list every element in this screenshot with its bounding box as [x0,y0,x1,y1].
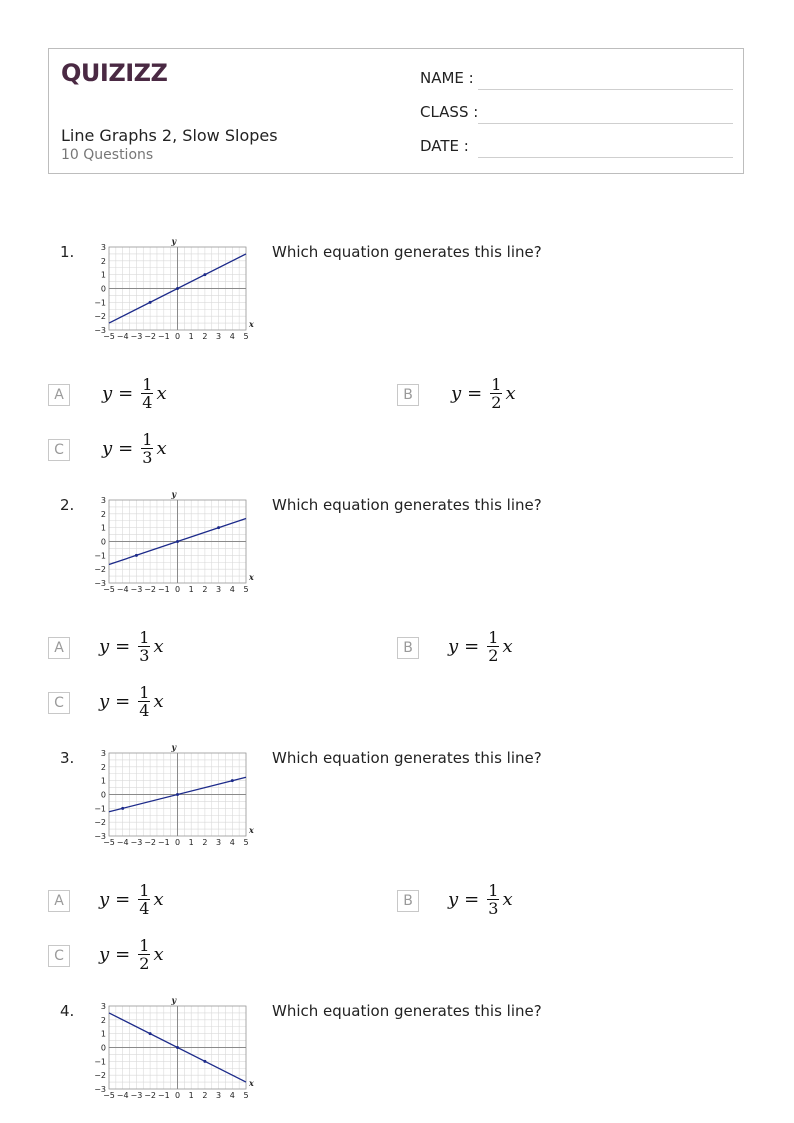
x-tick-label: −1 [157,838,170,847]
y-tick-label: −2 [94,818,106,828]
x-tick-label: 3 [216,1091,222,1100]
equation-equals: = [464,636,480,657]
fraction-denominator: 2 [139,954,150,973]
equation-lhs: y [99,944,110,965]
option-letter-box[interactable]: A [48,637,70,659]
x-tick-label: −2 [144,585,156,594]
line-point [149,301,152,304]
line-point [149,1032,152,1035]
equation-equals: = [115,636,131,657]
question-number: 4. [60,1002,75,1020]
x-tick-label: 2 [202,838,208,847]
fraction-denominator: 2 [488,646,499,665]
date-line [478,157,733,158]
line-point [121,807,124,810]
equation-equals: = [118,438,134,459]
question-text: Which equation generates this line? [272,496,542,514]
line-graph [92,992,262,1102]
equation-variable: x [502,889,513,910]
fraction-numerator: 1 [139,936,150,955]
x-tick-label: 0 [174,838,181,847]
fraction-denominator: 3 [139,646,150,665]
y-tick-label: 1 [100,523,106,533]
equation-fraction [487,629,499,664]
class-field[interactable] [420,103,478,121]
y-tick-label: 0 [100,1043,106,1053]
worksheet-title: Line Graphs 2, Slow Slopes [61,126,278,145]
x-axis-label: x [249,572,254,582]
y-axis-label: y [171,489,177,499]
x-tick-label: 2 [202,1091,208,1100]
y-tick-label: 0 [100,284,106,294]
equation-fraction [141,376,153,411]
y-tick-label: −2 [94,565,106,575]
equation-equals: = [464,889,480,910]
x-tick-label: 2 [202,332,208,341]
equation-equals: = [118,383,134,404]
line-graph [92,486,262,596]
x-tick-label: 1 [188,332,194,341]
y-tick-label: −2 [94,1071,106,1081]
name-field[interactable] [420,69,474,87]
fraction-numerator: 1 [139,881,150,900]
x-tick-label: −2 [144,838,156,847]
fraction-denominator: 3 [142,448,153,467]
x-tick-label: −5 [103,838,115,847]
y-tick-label: −1 [94,551,106,561]
line-point [203,1060,206,1063]
option-letter-box[interactable]: C [48,945,70,967]
x-tick-label: −5 [103,585,115,594]
equation-fraction [138,882,150,917]
name-label: NAME : [420,69,474,87]
option-equation [448,629,513,664]
equation-variable: x [153,944,164,965]
question-text: Which equation generates this line? [272,243,542,261]
fraction-denominator: 2 [491,393,502,412]
y-tick-label: 0 [100,537,106,547]
y-tick-label: 2 [100,1015,106,1025]
equation-fraction [138,937,150,972]
line-graph [92,739,262,849]
equation-variable: x [156,438,167,459]
y-tick-label: 0 [100,790,106,800]
equation-lhs: y [448,636,459,657]
x-tick-label: −3 [130,332,143,341]
x-tick-label: 1 [188,1091,194,1100]
option-letter-box[interactable]: C [48,692,70,714]
option-letter-box[interactable]: A [48,890,70,912]
class-line [478,123,733,124]
fraction-denominator: 4 [139,701,150,720]
worksheet-header [48,48,744,174]
y-tick-label: 3 [100,496,106,505]
date-label: DATE : [420,137,469,155]
equation-variable: x [153,691,164,712]
option-equation [448,882,513,917]
question-number: 2. [60,496,75,514]
x-tick-label: −1 [157,585,170,594]
fraction-numerator: 1 [139,683,150,702]
equation-variable: x [502,636,513,657]
equation-fraction [490,376,502,411]
option-letter-box[interactable]: A [48,384,70,406]
y-tick-label: 2 [100,509,106,519]
y-tick-label: 3 [100,749,106,758]
quizizz-logo: QUIZIZZ [61,59,168,87]
x-tick-label: −5 [103,1091,115,1100]
y-tick-label: −1 [94,298,106,308]
x-tick-label: 2 [202,585,208,594]
line-point [176,1046,179,1049]
equation-fraction [138,629,150,664]
y-tick-label: −1 [94,1057,106,1067]
y-axis-label: y [171,236,177,246]
option-equation [451,376,516,411]
x-tick-label: −3 [130,585,143,594]
x-axis-label: x [249,825,254,835]
x-tick-label: −4 [116,332,129,341]
equation-lhs: y [99,889,110,910]
option-letter-box[interactable]: B [397,384,419,406]
x-tick-label: 0 [174,332,181,341]
x-tick-label: 3 [216,838,222,847]
x-tick-label: −3 [130,838,143,847]
equation-variable: x [505,383,516,404]
x-tick-label: 5 [243,838,249,847]
y-tick-label: 1 [100,270,106,280]
fraction-denominator: 4 [142,393,153,412]
equation-lhs: y [451,383,462,404]
y-axis-label: y [171,742,177,752]
y-axis-label: y [171,995,177,1005]
x-tick-label: 4 [229,838,235,847]
x-tick-label: 4 [229,332,235,341]
fraction-numerator: 1 [139,628,150,647]
x-tick-label: 5 [243,332,249,341]
fraction-numerator: 1 [142,430,153,449]
equation-equals: = [115,691,131,712]
option-letter-box[interactable]: B [397,637,419,659]
fraction-numerator: 1 [488,881,499,900]
x-tick-label: 5 [243,585,249,594]
y-tick-label: −3 [94,579,106,588]
x-axis-label: x [249,319,254,329]
x-tick-label: −4 [116,1091,129,1100]
x-tick-label: 1 [188,838,194,847]
equation-equals: = [115,944,131,965]
question-count: 10 Questions [61,147,154,163]
question-text: Which equation generates this line? [272,1002,542,1020]
fraction-numerator: 1 [142,375,153,394]
line-graph [92,233,262,343]
option-letter-box[interactable]: B [397,890,419,912]
y-tick-label: −1 [94,804,106,814]
y-tick-label: 2 [100,256,106,266]
equation-equals: = [115,889,131,910]
name-line [478,89,733,90]
equation-lhs: y [99,691,110,712]
equation-variable: x [156,383,167,404]
x-axis-label: x [249,1078,254,1088]
option-equation [99,882,164,917]
equation-lhs: y [448,889,459,910]
y-tick-label: −3 [94,1085,106,1094]
line-point [135,554,138,557]
x-tick-label: 0 [174,585,181,594]
fraction-numerator: 1 [488,628,499,647]
fraction-denominator: 4 [139,899,150,918]
equation-lhs: y [99,636,110,657]
line-point [217,526,220,529]
y-tick-label: −3 [94,326,106,335]
x-tick-label: −2 [144,1091,156,1100]
fraction-numerator: 1 [491,375,502,394]
y-tick-label: 1 [100,776,106,786]
x-tick-label: 3 [216,585,222,594]
line-point [176,793,179,796]
x-tick-label: −2 [144,332,156,341]
x-tick-label: 5 [243,1091,249,1100]
y-tick-label: −2 [94,312,106,322]
line-point [176,540,179,543]
y-tick-label: 3 [100,243,106,252]
x-tick-label: 1 [188,585,194,594]
option-equation [102,376,167,411]
y-tick-label: 1 [100,1029,106,1039]
x-tick-label: 0 [174,1091,181,1100]
equation-lhs: y [102,383,113,404]
option-equation [99,937,164,972]
option-equation [102,431,167,466]
equation-fraction [138,684,150,719]
y-tick-label: 2 [100,762,106,772]
x-tick-label: −4 [116,585,129,594]
equation-lhs: y [102,438,113,459]
equation-equals: = [467,383,483,404]
x-tick-label: −4 [116,838,129,847]
x-tick-label: −3 [130,1091,143,1100]
line-point [203,273,206,276]
class-label: CLASS : [420,103,479,121]
x-tick-label: 4 [229,1091,235,1100]
y-tick-label: 3 [100,1002,106,1011]
equation-fraction [141,431,153,466]
x-tick-label: −5 [103,332,115,341]
option-equation [99,629,164,664]
y-tick-label: −3 [94,832,106,841]
line-point [176,287,179,290]
equation-fraction [487,882,499,917]
question-text: Which equation generates this line? [272,749,542,767]
option-equation [99,684,164,719]
question-number: 3. [60,749,75,767]
fraction-denominator: 3 [488,899,499,918]
equation-variable: x [153,889,164,910]
x-tick-label: 4 [229,585,235,594]
question-number: 1. [60,243,75,261]
x-tick-label: 3 [216,332,222,341]
x-tick-label: −1 [157,1091,170,1100]
x-tick-label: −1 [157,332,170,341]
equation-variable: x [153,636,164,657]
option-letter-box[interactable]: C [48,439,70,461]
date-field[interactable] [420,137,469,155]
line-point [231,779,234,782]
